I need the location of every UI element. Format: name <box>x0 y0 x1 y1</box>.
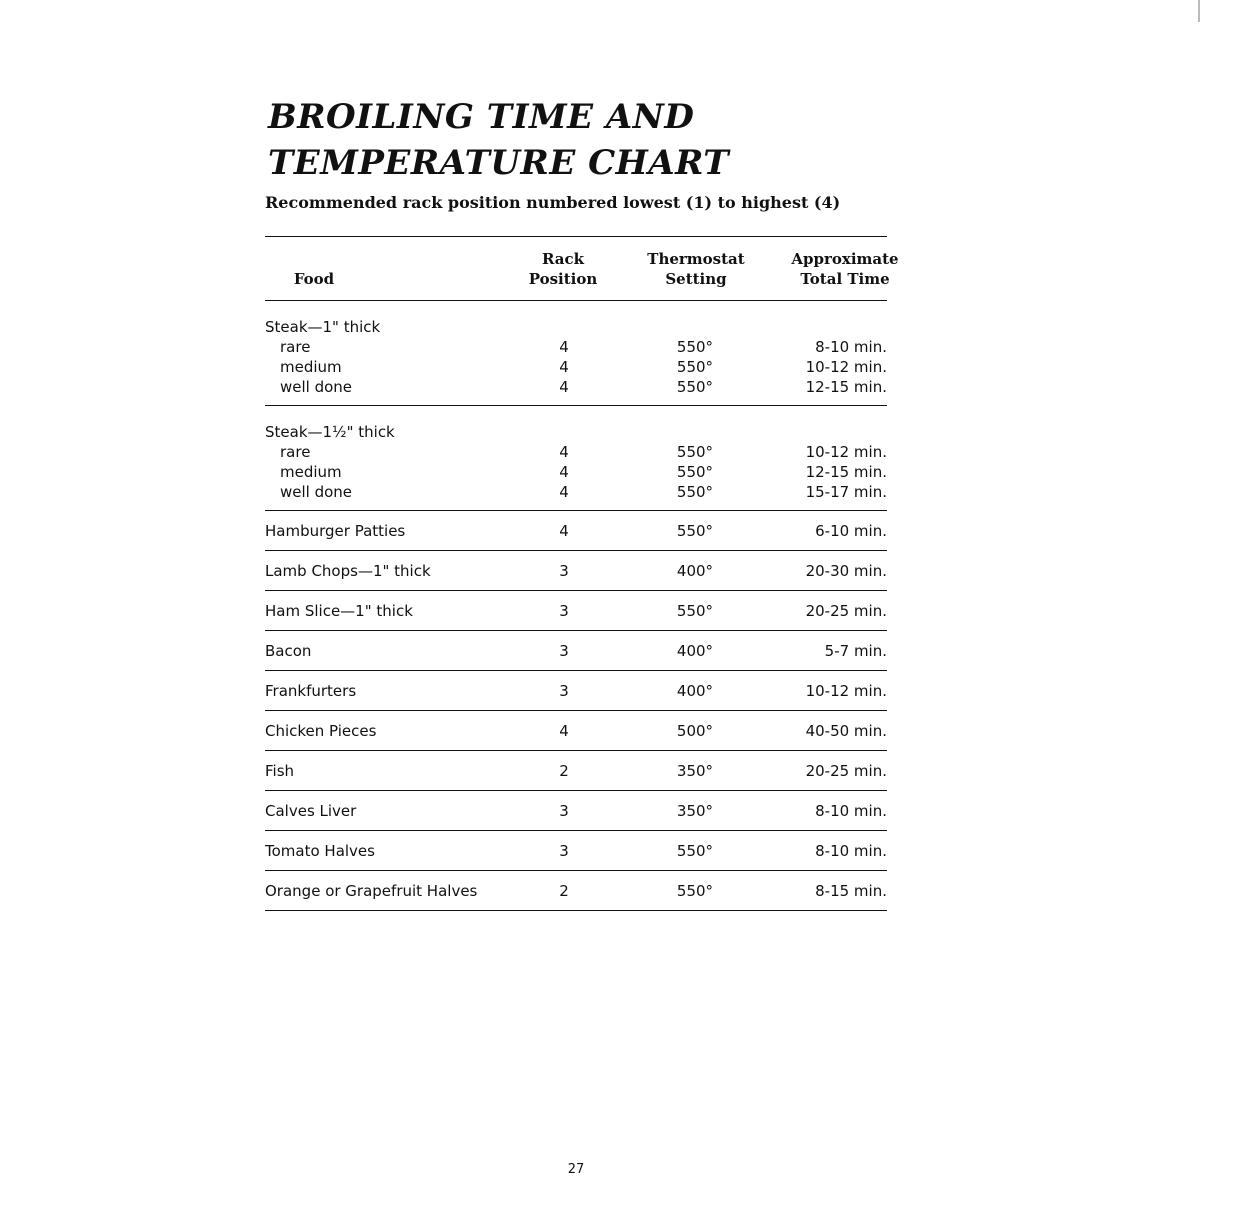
temp-cell: 550° <box>676 338 714 356</box>
food-cell: Steak—1½" thick <box>265 423 395 441</box>
table-row <box>265 357 887 377</box>
table-row-group <box>265 871 887 911</box>
header-rack-position: Rack Position <box>528 250 598 288</box>
food-cell: Bacon <box>265 642 312 660</box>
subtitle: Recommended rack position numbered lowest (1) to highest (4) <box>265 193 841 212</box>
time-cell: 8-10 min. <box>815 338 887 356</box>
rack-cell: 2 <box>559 882 569 900</box>
time-cell: 6-10 min. <box>815 522 887 540</box>
table-group-steak-1-inch <box>265 301 887 406</box>
group-heading <box>265 317 887 337</box>
rack-cell: 2 <box>559 762 569 780</box>
time-cell: 40-50 min. <box>805 722 887 740</box>
rack-cell: 3 <box>559 842 569 860</box>
page-title <box>268 94 729 186</box>
table-row-group <box>265 671 887 711</box>
rack-cell: 4 <box>559 378 569 396</box>
time-cell: 20-25 min. <box>805 762 887 780</box>
rack-cell: 3 <box>559 682 569 700</box>
table-row-group <box>265 591 887 631</box>
page-number: 27 <box>567 1162 585 1177</box>
temp-cell: 550° <box>676 602 714 620</box>
time-cell: 8-10 min. <box>815 802 887 820</box>
rack-cell: 4 <box>559 483 569 501</box>
table-row-group <box>265 631 887 671</box>
table-group-steak-1-5-inch <box>265 406 887 511</box>
time-cell: 20-30 min. <box>805 562 887 580</box>
temp-cell: 400° <box>676 682 714 700</box>
food-cell: rare <box>280 338 311 356</box>
temp-cell: 400° <box>676 562 714 580</box>
table-row-group <box>265 511 887 551</box>
food-cell: medium <box>280 358 342 376</box>
rack-cell: 4 <box>559 358 569 376</box>
time-cell: 10-12 min. <box>805 443 887 461</box>
table-row <box>265 721 887 741</box>
title-line-2: TEMPERATURE CHART <box>268 143 730 183</box>
rack-cell: 3 <box>559 802 569 820</box>
time-cell: 8-10 min. <box>815 842 887 860</box>
table-header <box>265 236 899 301</box>
group-heading <box>265 422 887 442</box>
table-row <box>265 881 887 901</box>
temp-cell: 350° <box>676 762 714 780</box>
temp-cell: 550° <box>676 378 714 396</box>
table-row-group <box>265 831 887 871</box>
table-row <box>265 442 887 462</box>
food-cell: Tomato Halves <box>265 842 375 860</box>
table-row <box>265 641 887 661</box>
table-row <box>265 521 887 541</box>
table-row <box>265 801 887 821</box>
header-food: Food <box>293 270 335 288</box>
table-row <box>265 601 887 621</box>
rack-cell: 3 <box>559 562 569 580</box>
food-cell: Hamburger Patties <box>265 522 406 540</box>
table-row-group <box>265 751 887 791</box>
food-cell: Fish <box>265 762 295 780</box>
table-row <box>265 482 887 502</box>
time-cell: 10-12 min. <box>805 682 887 700</box>
temp-cell: 550° <box>676 882 714 900</box>
time-cell: 20-25 min. <box>805 602 887 620</box>
food-cell: Orange or Grapefruit Halves <box>265 882 478 900</box>
table-row-group <box>265 791 887 831</box>
table-row <box>265 462 887 482</box>
temp-cell: 550° <box>676 443 714 461</box>
food-cell: Lamb Chops—1" thick <box>265 562 431 580</box>
food-cell: Frankfurters <box>265 682 357 700</box>
temp-cell: 550° <box>676 483 714 501</box>
rack-cell: 4 <box>559 463 569 481</box>
rack-cell: 4 <box>559 338 569 356</box>
time-cell: 12-15 min. <box>805 378 887 396</box>
rack-cell: 4 <box>559 522 569 540</box>
food-cell: Ham Slice—1" thick <box>265 602 413 620</box>
rack-cell: 3 <box>559 642 569 660</box>
temp-cell: 350° <box>676 802 714 820</box>
table-row-group <box>265 711 887 751</box>
table-row <box>265 377 887 397</box>
time-cell: 10-12 min. <box>805 358 887 376</box>
food-cell: well done <box>280 483 353 501</box>
food-cell: well done <box>280 378 353 396</box>
temp-cell: 500° <box>676 722 714 740</box>
scan-edge-mark <box>1198 0 1200 22</box>
temp-cell: 400° <box>676 642 714 660</box>
table-row <box>265 337 887 357</box>
header-thermostat-setting: Thermostat Setting <box>647 250 745 288</box>
food-cell: Chicken Pieces <box>265 722 377 740</box>
food-cell: Calves Liver <box>265 802 357 820</box>
time-cell: 12-15 min. <box>805 463 887 481</box>
time-cell: 8-15 min. <box>815 882 887 900</box>
rack-cell: 4 <box>559 443 569 461</box>
table-row <box>265 681 887 701</box>
table-row <box>265 761 887 781</box>
food-cell: medium <box>280 463 342 481</box>
broiling-table <box>265 236 899 911</box>
time-cell: 5-7 min. <box>824 642 887 660</box>
table-row <box>265 841 887 861</box>
food-cell: Steak—1" thick <box>265 318 381 336</box>
temp-cell: 550° <box>676 522 714 540</box>
header-total-time: Approximate Total Time <box>791 250 899 288</box>
temp-cell: 550° <box>676 358 714 376</box>
time-cell: 15-17 min. <box>805 483 887 501</box>
table-row <box>265 561 887 581</box>
rack-cell: 3 <box>559 602 569 620</box>
table-row-group <box>265 551 887 591</box>
title-line-1: BROILING TIME AND <box>268 97 695 137</box>
food-cell: rare <box>280 443 311 461</box>
temp-cell: 550° <box>676 463 714 481</box>
temp-cell: 550° <box>676 842 714 860</box>
rack-cell: 4 <box>559 722 569 740</box>
